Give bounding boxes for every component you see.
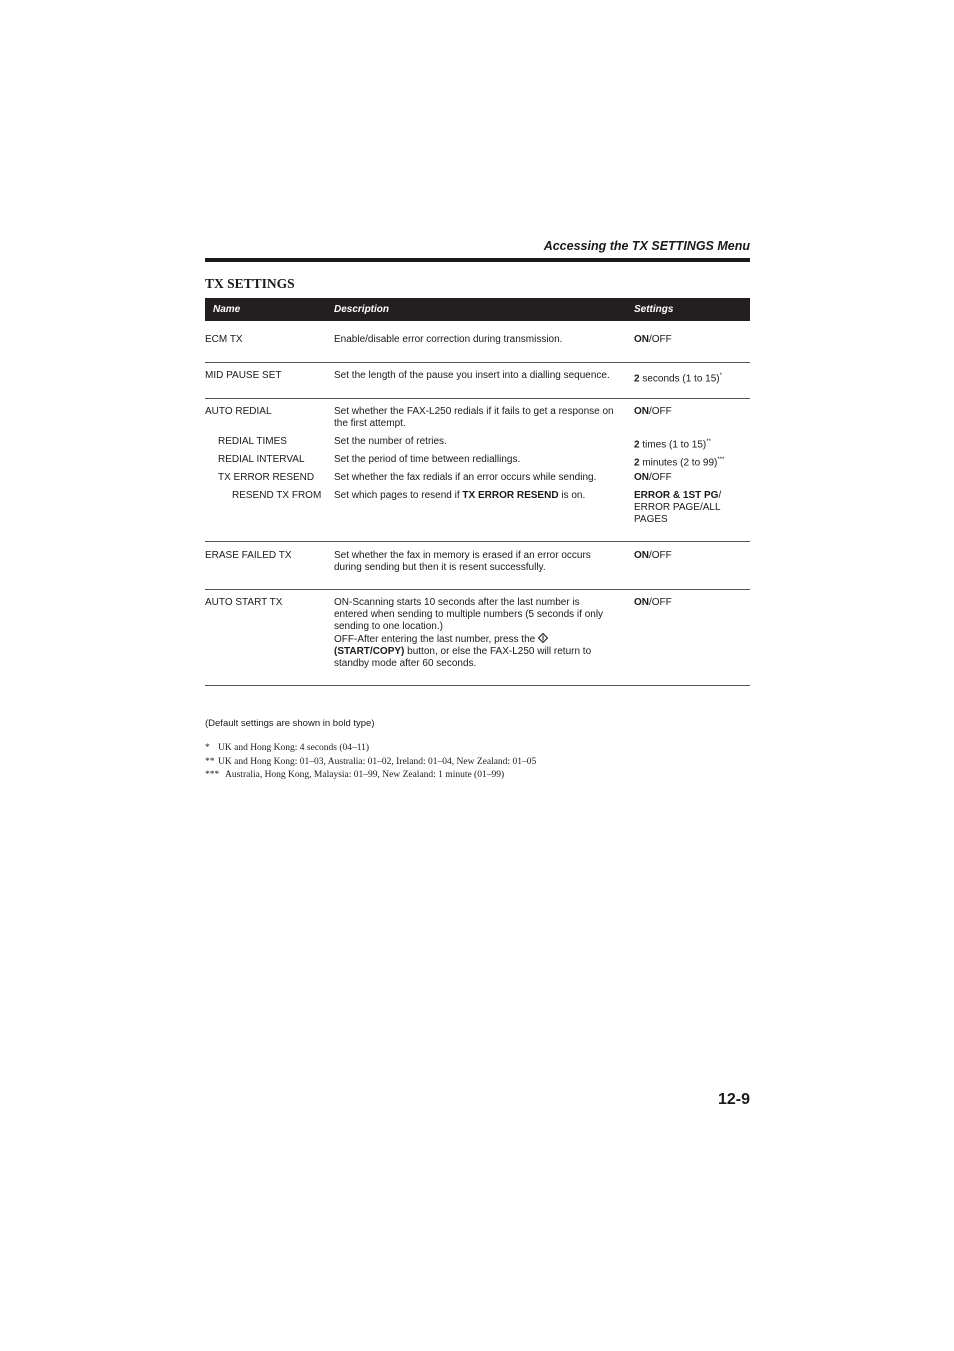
row-tx-error-desc: Set whether the fax redials if an error occurs while sending. bbox=[334, 472, 597, 483]
row-auto-start-desc: ON-Scanning starts 10 seconds after the last number is entered when sending to multiple numbers (5 seconds if only sending to one location.) OFF-After entering the last number, press the (START/COPY) button, or else the FAX-L250 will return to standby mode after 60 seconds. bbox=[334, 597, 604, 669]
row-erase-name: ERASE FAILED TX bbox=[205, 550, 292, 561]
row-ecm-name: ECM TX bbox=[205, 334, 243, 345]
row-separator bbox=[205, 541, 750, 542]
row-redial-times-settings: 2 times (1 to 15)** bbox=[634, 439, 711, 451]
row-auto-redial-desc: Set whether the FAX-L250 redials if it fails to get a response on the first attempt. bbox=[334, 406, 614, 429]
column-description: Description bbox=[334, 304, 390, 315]
row-redial-times-desc: Set the number of retries. bbox=[334, 436, 447, 447]
row-mid-desc: Set the length of the pause you insert into a dialling sequence. bbox=[334, 370, 610, 381]
footnote: *** Australia, Hong Kong, Malaysia: 01–99, New Zealand: 1 minute (01–99) bbox=[205, 770, 505, 780]
row-separator bbox=[205, 398, 750, 399]
row-erase-settings: ON/OFF bbox=[634, 550, 672, 561]
row-mid-name: MID PAUSE SET bbox=[205, 370, 282, 381]
row-resend-from-desc: Set which pages to resend if TX ERROR RESEND is on. bbox=[334, 490, 586, 501]
row-auto-start-settings: ON/OFF bbox=[634, 597, 672, 608]
row-ecm-settings: ON/OFF bbox=[634, 334, 672, 345]
row-tx-error-settings: ON/OFF bbox=[634, 472, 672, 483]
table-header bbox=[205, 298, 750, 321]
row-tx-error-name: TX ERROR RESEND bbox=[218, 472, 315, 483]
row-mid-settings: 2 seconds (1 to 15)* bbox=[634, 373, 722, 385]
header-rule bbox=[205, 258, 750, 262]
row-redial-times-name: REDIAL TIMES bbox=[218, 436, 287, 447]
column-settings: Settings bbox=[634, 304, 674, 315]
row-resend-from-settings: ERROR & 1ST PG/ ERROR PAGE/ALL PAGES bbox=[634, 490, 722, 525]
default-settings-note: (Default settings are shown in bold type) bbox=[205, 718, 375, 729]
row-auto-start-name: AUTO START TX bbox=[205, 597, 283, 608]
row-separator bbox=[205, 362, 750, 363]
column-name: Name bbox=[213, 304, 241, 315]
row-auto-redial-settings: ON/OFF bbox=[634, 406, 672, 417]
row-redial-interval-desc: Set the period of time between rediallings. bbox=[334, 454, 521, 465]
table-bottom-rule bbox=[205, 685, 750, 686]
row-separator bbox=[205, 589, 750, 590]
row-ecm-desc: Enable/disable error correction during transmission. bbox=[334, 334, 563, 345]
row-erase-desc: Set whether the fax in memory is erased if an error occurs during sending but then it is resent successfully. bbox=[334, 550, 591, 573]
row-redial-interval-name: REDIAL INTERVAL bbox=[218, 454, 305, 465]
row-resend-from-name: RESEND TX FROM bbox=[232, 490, 322, 501]
row-auto-redial-name: AUTO REDIAL bbox=[205, 406, 272, 417]
section-title: TX SETTINGS bbox=[205, 276, 295, 291]
row-redial-interval-settings: 2 minutes (2 to 99)*** bbox=[634, 457, 725, 469]
footnote: ** UK and Hong Kong: 01–03, Australia: 01–02, Ireland: 01–04, New Zealand: 01–05 bbox=[205, 757, 537, 767]
start-copy-icon bbox=[538, 633, 548, 643]
footnote: * UK and Hong Kong: 4 seconds (04–11) bbox=[205, 743, 370, 753]
running-header: Accessing the TX SETTINGS Menu bbox=[543, 239, 750, 253]
page-number: 12-9 bbox=[717, 1091, 750, 1108]
